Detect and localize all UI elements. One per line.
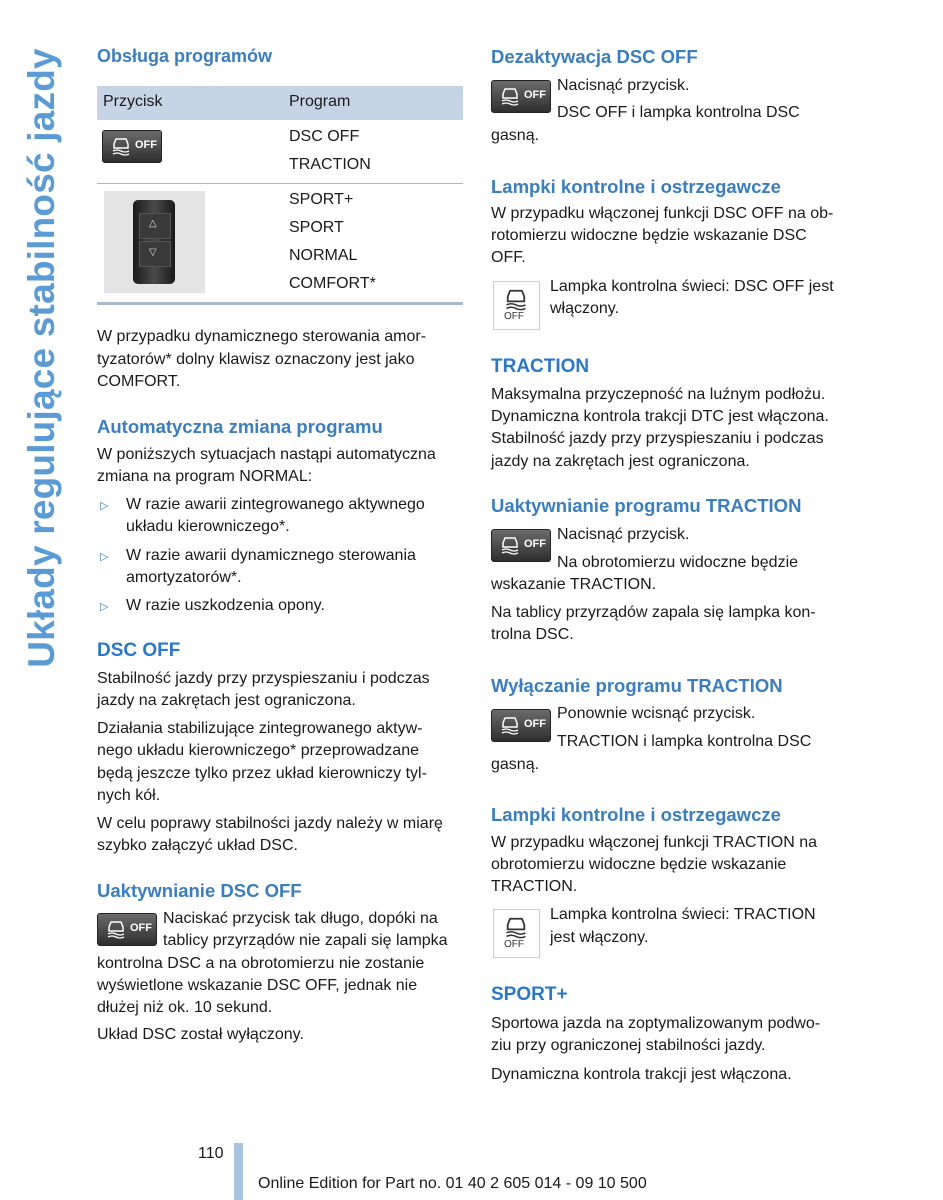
- drive-mode-switch-image: [104, 191, 205, 293]
- dsc-off-button-icon: OFF: [102, 130, 162, 163]
- footer-bar: [234, 1143, 243, 1200]
- down-arrow-icon: ▽: [149, 247, 157, 258]
- page-number: 110: [198, 1145, 224, 1162]
- table-bottom-rule: [97, 302, 463, 305]
- table-divider: [97, 183, 463, 184]
- dsc-off-button-icon: OFF: [491, 529, 551, 562]
- traction-lamp-icon: OFF: [493, 909, 540, 958]
- col-header-program: Program: [289, 93, 351, 110]
- side-title: Układy regulujące stabilność jazdy: [21, 47, 62, 668]
- up-arrow-icon: △: [149, 218, 157, 229]
- list-item: układu kierowniczego*.: [126, 518, 290, 535]
- paragraph-dsc-disabled: Układ DSC został wyłączony.: [97, 1026, 304, 1043]
- heading-deactivate-dsc-off: Dezaktywacja DSC OFF: [491, 46, 698, 67]
- list-item: amortyzatorów*.: [126, 569, 242, 586]
- heading-programs: Obsługa programów: [97, 46, 273, 66]
- bullet-marker-icon: ▷: [100, 551, 109, 563]
- heading-dsc-off: DSC OFF: [97, 640, 181, 661]
- dsc-off-button-icon: OFF: [97, 913, 157, 946]
- col-header-button: Przycisk: [103, 93, 163, 110]
- dsc-off-button-icon: OFF: [491, 709, 551, 742]
- heading-traction: TRACTION: [491, 356, 590, 377]
- program-traction: TRACTION: [289, 156, 371, 173]
- heading-deactivate-traction: Wyłączanie programu TRACTION: [491, 675, 783, 696]
- footer-edition: Online Edition for Part no. 01 40 2 605 014 - 09 10 500: [258, 1175, 647, 1192]
- heading-warning-lamps-1: Lampki kontrolne i ostrzegawcze: [491, 176, 781, 197]
- bullet-marker-icon: ▷: [100, 601, 109, 613]
- dsc-off-button-icon: OFF: [491, 80, 551, 113]
- program-dsc-off: DSC OFF: [289, 128, 360, 145]
- list-item: W razie uszkodzenia opony.: [126, 597, 325, 614]
- list-item: W razie awarii dynamicznego sterowania: [126, 547, 416, 564]
- dsc-off-lamp-icon: OFF: [493, 281, 540, 330]
- bullet-marker-icon: ▷: [100, 500, 109, 512]
- program-comfort: COMFORT*: [289, 275, 376, 292]
- program-normal: NORMAL: [289, 247, 358, 264]
- heading-auto-change: Automatyczna zmiana programu: [97, 416, 383, 437]
- program-sport-plus: SPORT+: [289, 191, 354, 208]
- list-item: W razie awarii zintegrowanego aktywnego: [126, 496, 425, 513]
- heading-activate-dsc-off: Uaktywnianie DSC OFF: [97, 880, 302, 901]
- heading-activate-traction: Uaktywnianie programu TRACTION: [491, 495, 802, 516]
- program-sport: SPORT: [289, 219, 344, 236]
- heading-warning-lamps-2: Lampki kontrolne i ostrzegawcze: [491, 804, 781, 825]
- heading-sport-plus: SPORT+: [491, 984, 568, 1005]
